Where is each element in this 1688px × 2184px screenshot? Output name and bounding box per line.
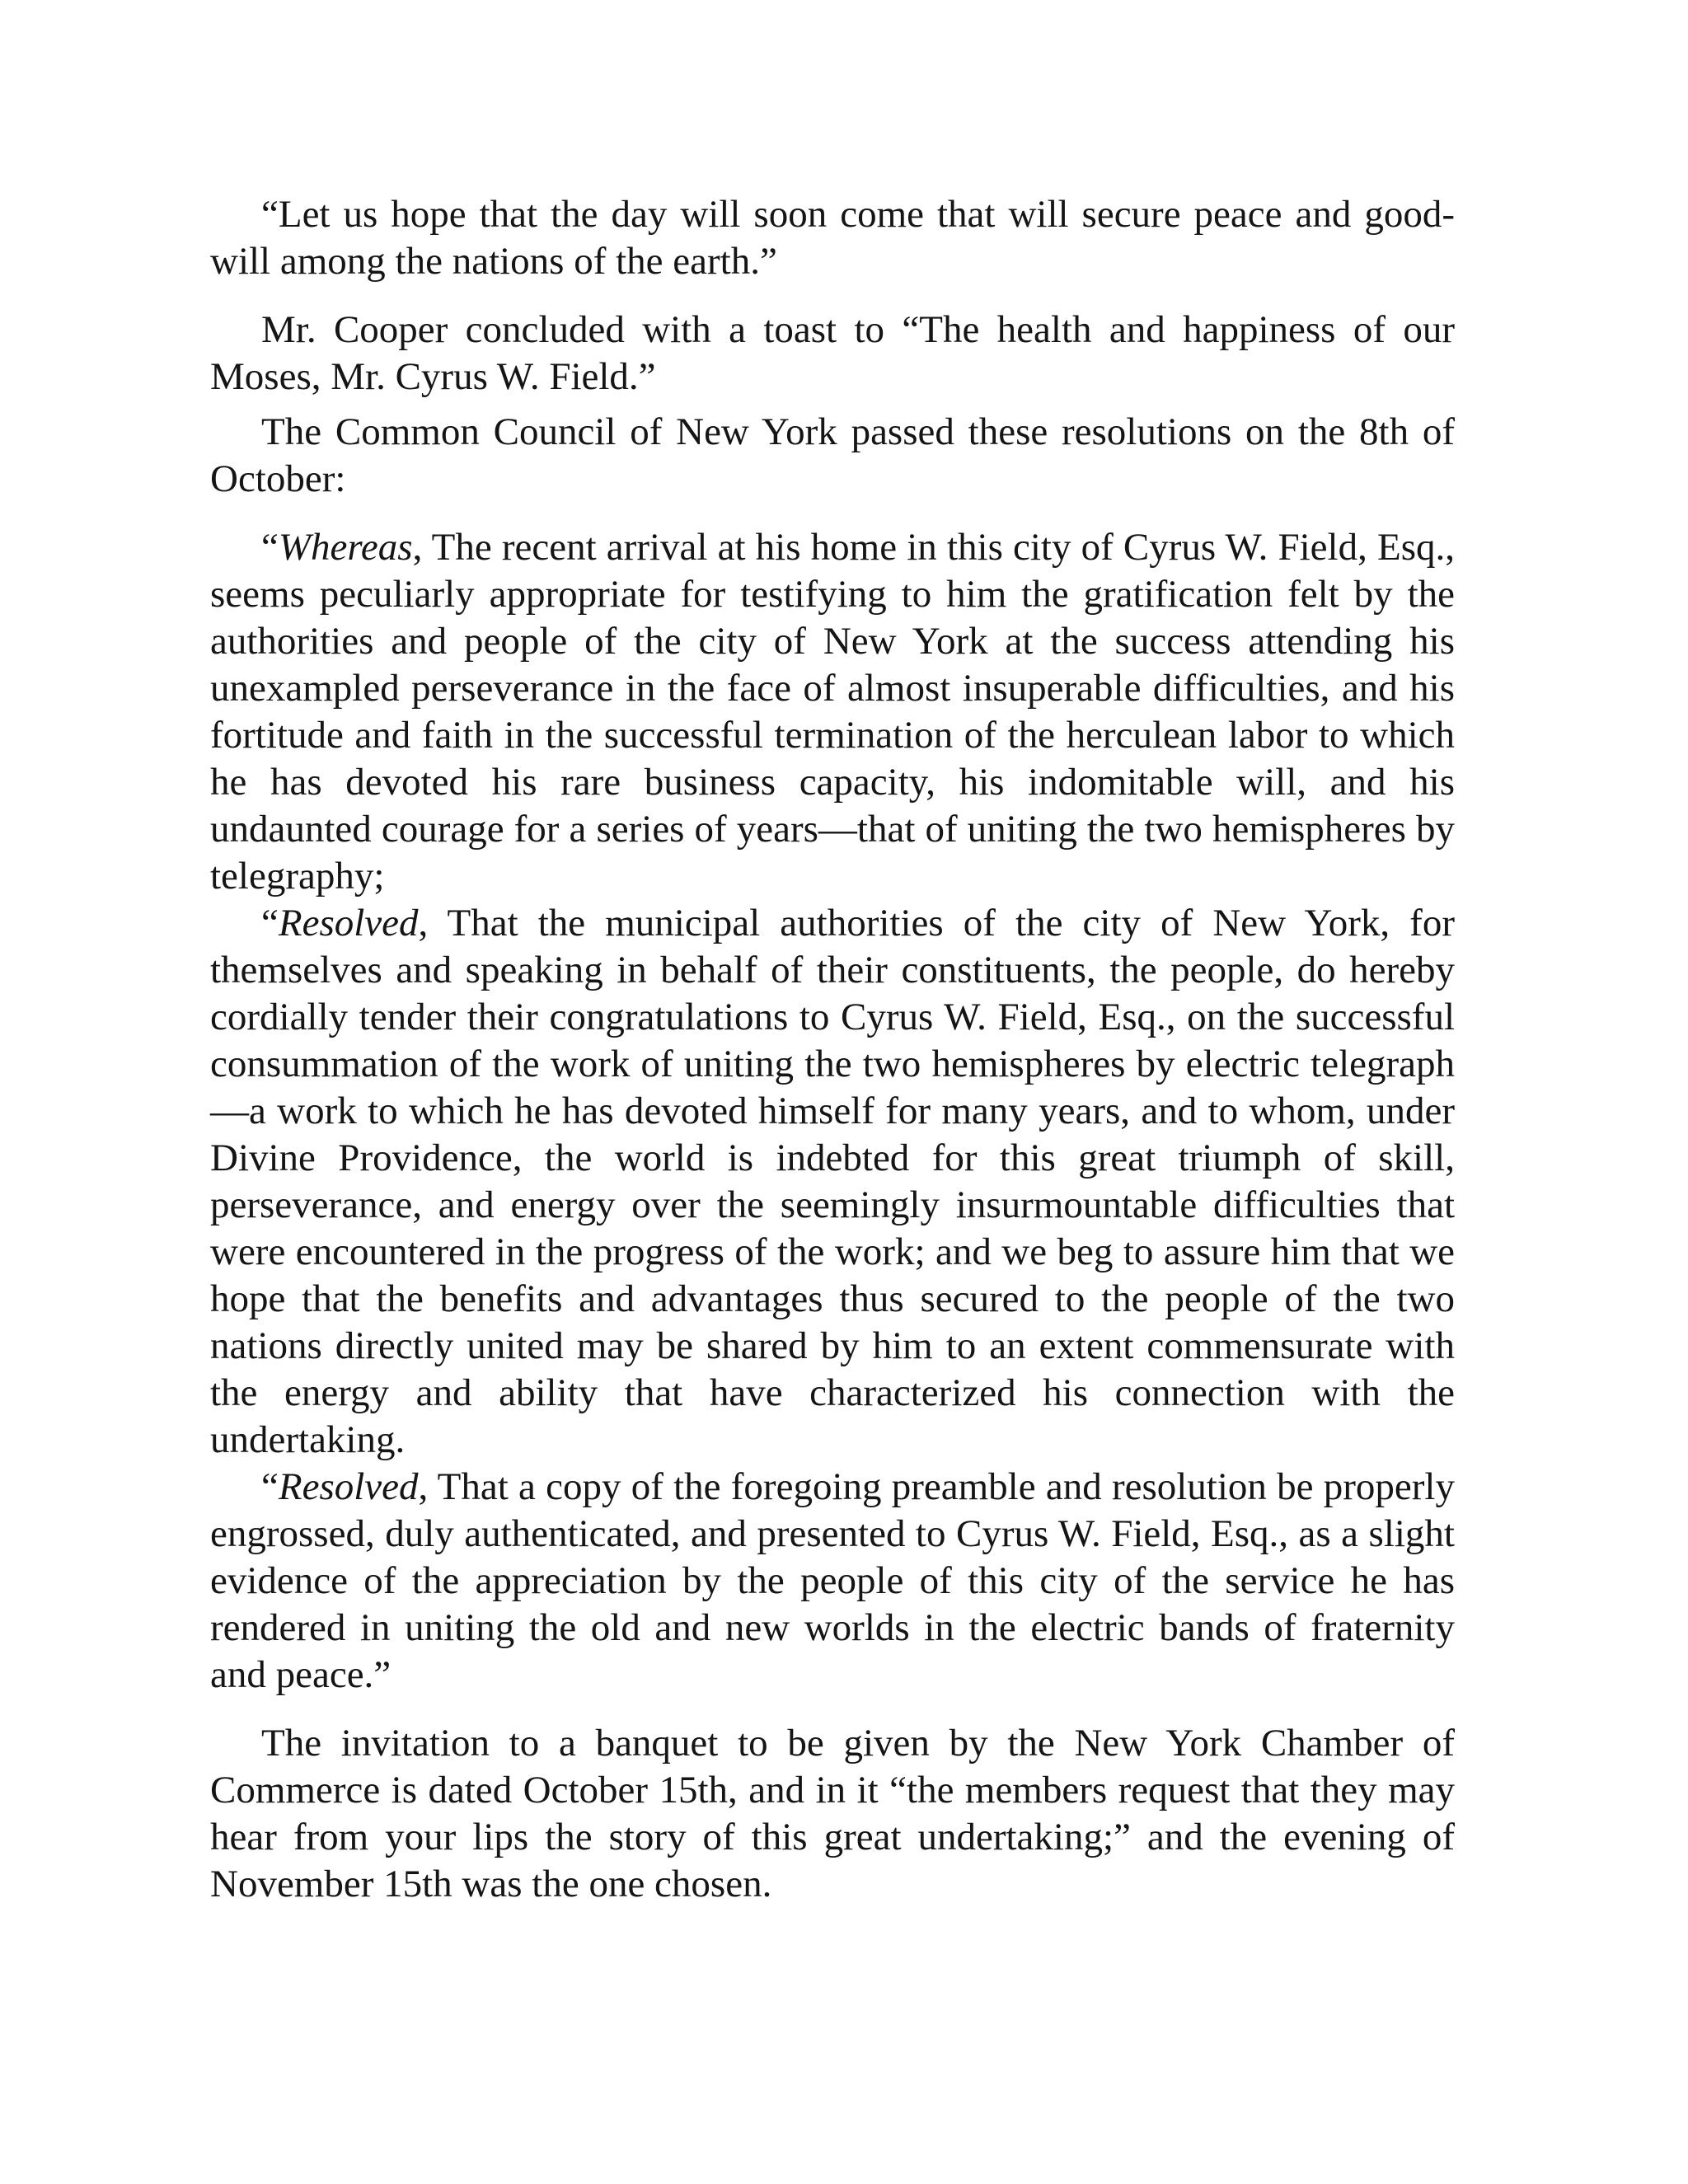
paragraph-resolved-first [210, 900, 1455, 1464]
quote-mark: “ [261, 1465, 279, 1508]
whereas-keyword: Whereas [278, 526, 413, 569]
paragraph-whereas [210, 524, 1455, 900]
page-body [210, 191, 1455, 1908]
paragraph-peace-hope: “Let us hope that the day will soon come that will secure peace and good-will among the nations of the earth.” [210, 193, 1455, 283]
paragraph-banquet-invitation: The invitation to a banquet to be given by the New York Chamber of Commerce is dated October 15th, and in it “the members request that they may hear from your lips the story of this great undertaking;” and the evening of November 15th was the one chosen. [210, 1722, 1455, 1905]
resolved-text: , That a copy of the foregoing preamble and resolution be properly engrossed, duly authenticated, and presented to Cyrus W. Field, Esq., as a slight evidence of the appreciation by the people of this city of the service he has rendered in uniting the old and new worlds in the electric bands of fraternity and peace.” [210, 1465, 1455, 1696]
resolved-text: , That the municipal authorities of the city of New York, for themselves and speaking in behalf of their constituents, the people, do hereby cordially tender their congratulations to Cyrus W. Field, Esq., on the successful consummation of the work of uniting the two hemispheres by electric telegraph—a work to which he has devoted himself for many years, and to whom, under Divine Providence, the world is indebted for this great triumph of skill, perseverance, and energy over the seemingly insurmountable difficulties that were encountered in the progress of the work; and we beg to assure him that we hope that the benefits and advantages thus secured to the people of the two nations directly united may be shared by him to an extent commensurate with the energy and ability that have characterized his connection with the undertaking. [210, 902, 1455, 1461]
resolved-keyword: Resolved [278, 902, 419, 944]
paragraph-resolved-second [210, 1464, 1455, 1699]
resolved-keyword: Resolved [278, 1465, 419, 1508]
whereas-text: , The recent arrival at his home in this city of Cyrus W. Field, Esq., seems peculiarly appropriate for testifying to him the gratification felt by the authorities and people of the city of New York at the success attending his unexampled perseverance in the face of almost insuperable difficulties, and his fortitude and faith in the successful termination of the herculean labor to which he has devoted his rare business capacity, his indomitable will, and his undaunted courage for a series of years—that of uniting the two hemispheres by telegraphy; [210, 526, 1455, 898]
paragraph-cooper-toast: Mr. Cooper concluded with a toast to “The health and happiness of our Moses, Mr. Cyrus W. Field.” [210, 308, 1455, 398]
quote-mark: “ [261, 526, 279, 569]
quote-mark: “ [261, 902, 279, 944]
paragraph-common-council: The Common Council of New York passed these resolutions on the 8th of October: [210, 410, 1455, 500]
